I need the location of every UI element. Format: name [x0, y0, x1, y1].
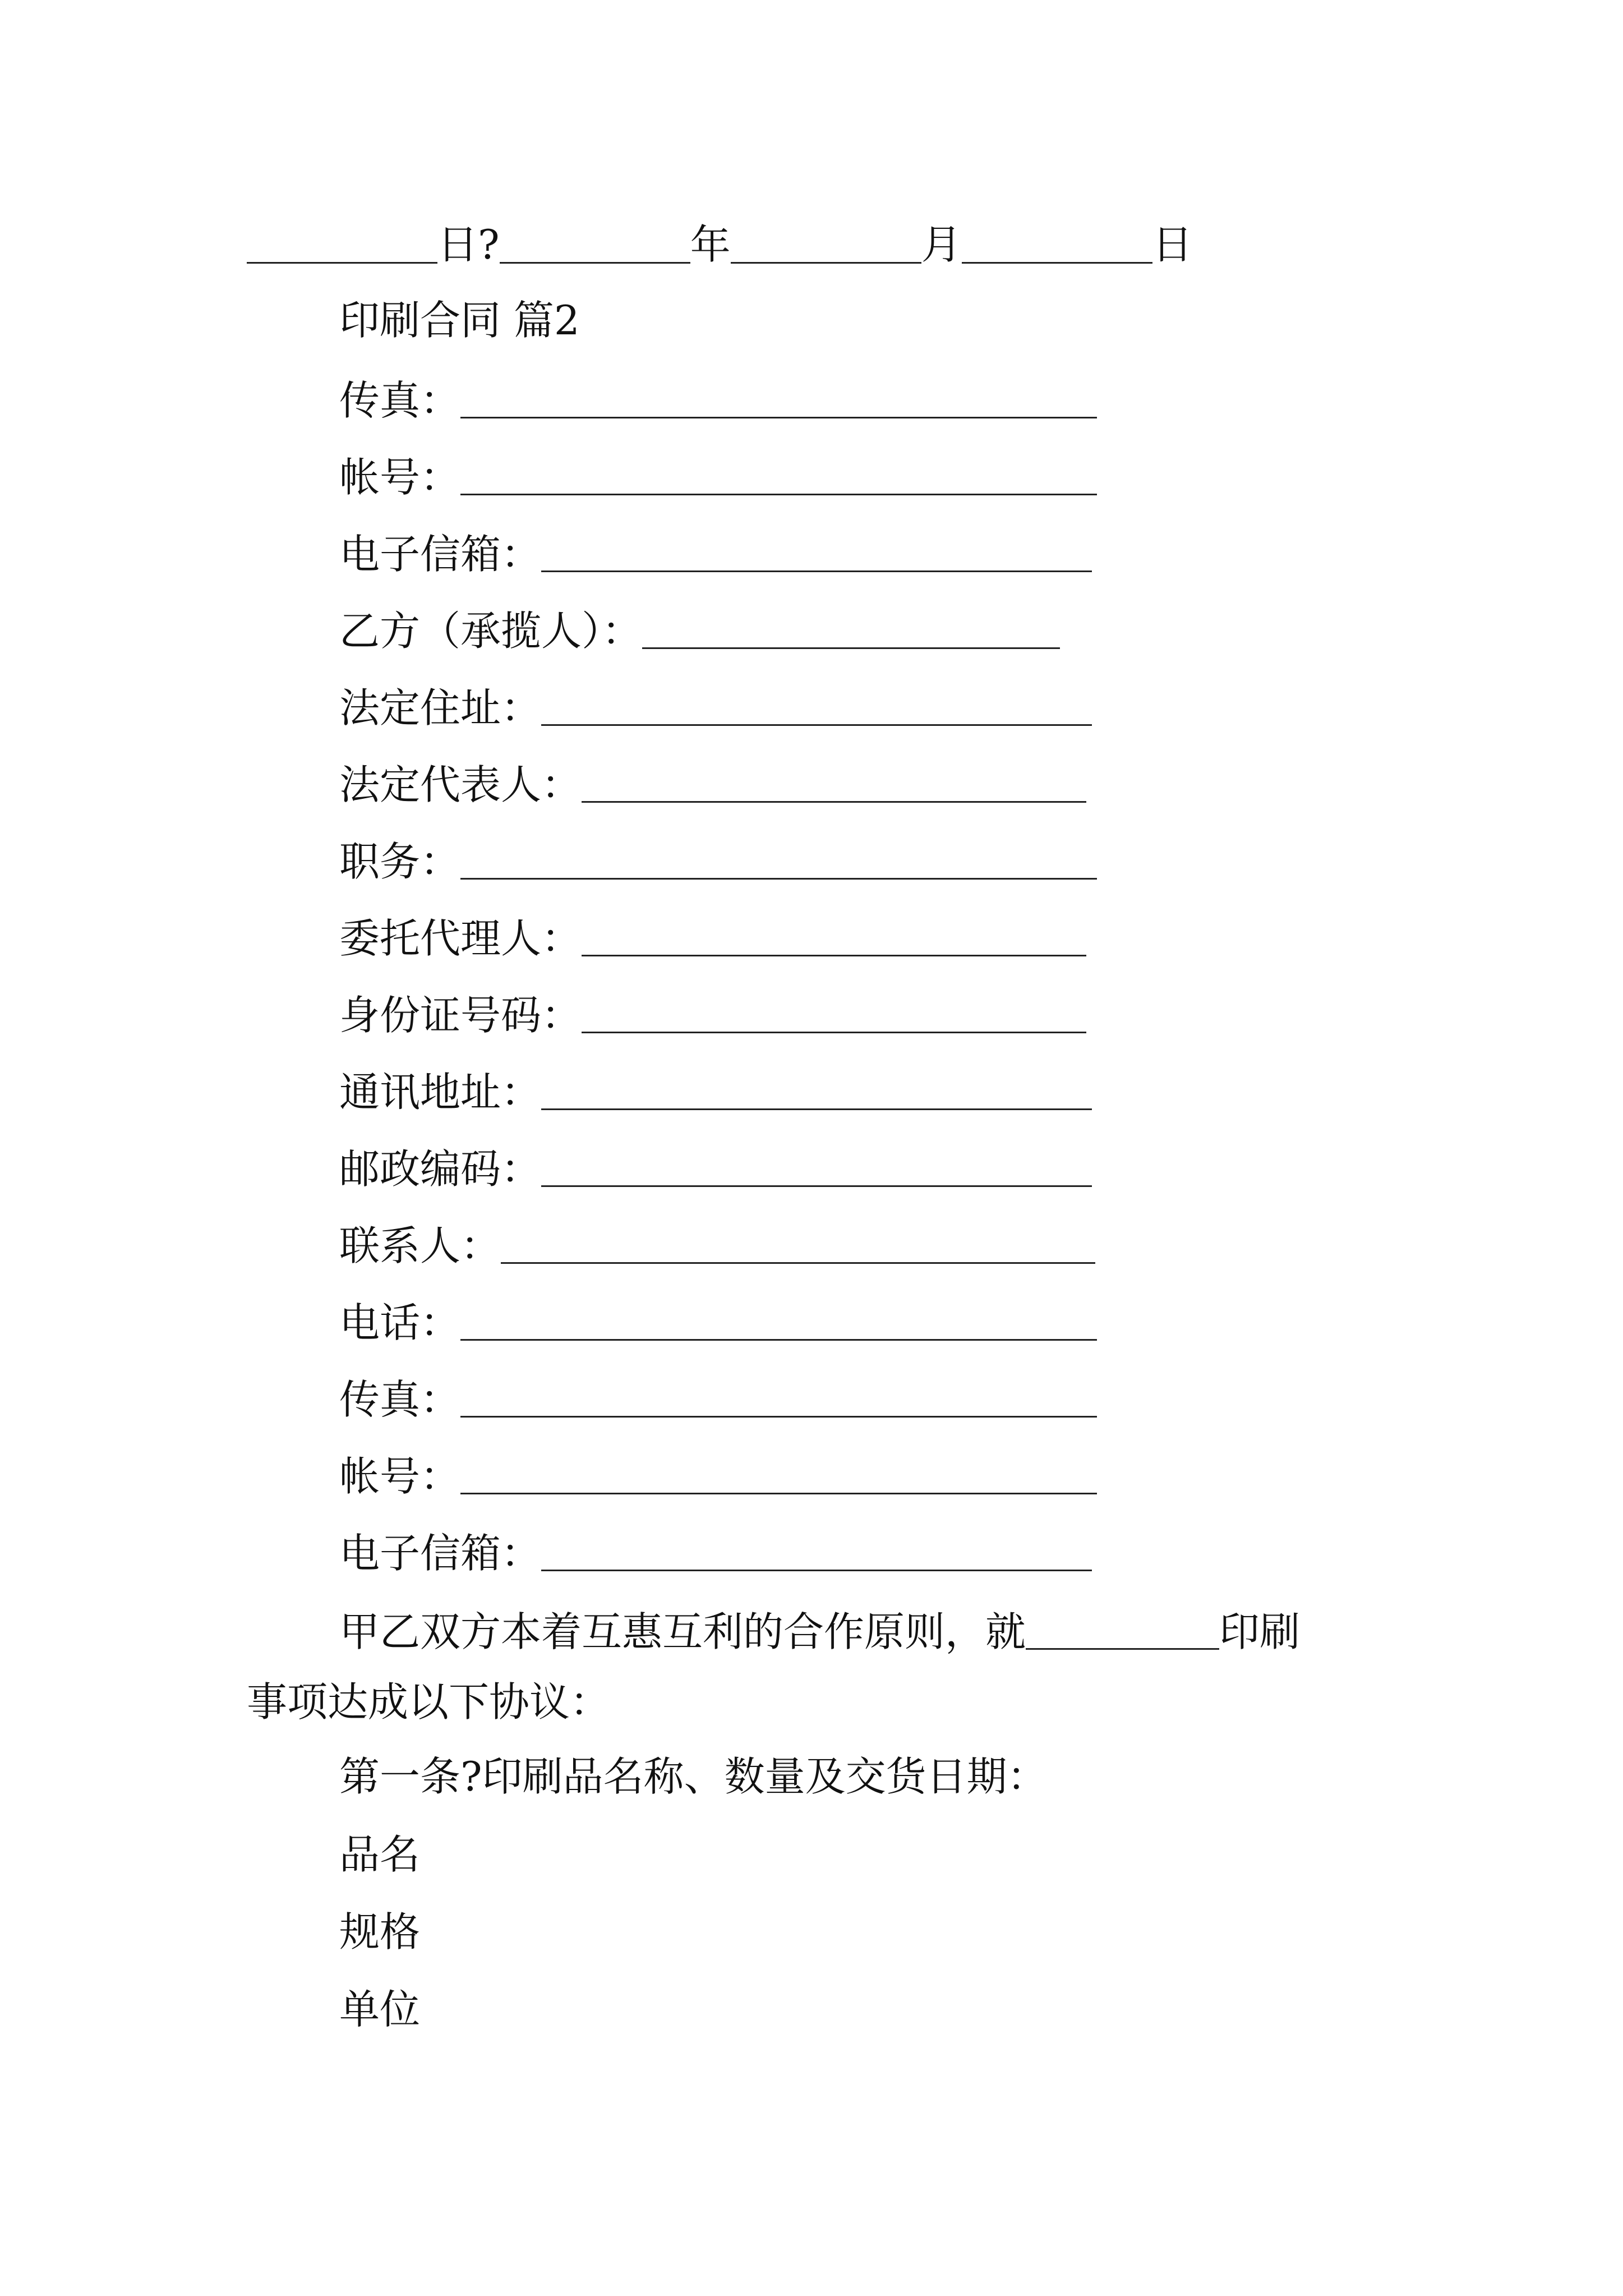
- field-blank[interactable]: [582, 767, 1086, 803]
- field-row-account-a: [339, 453, 1097, 501]
- agreement-blank[interactable]: [1026, 1614, 1219, 1650]
- field-blank[interactable]: [460, 1459, 1097, 1494]
- date-day-label: 日?: [437, 221, 500, 268]
- field-label: 传真：: [339, 377, 461, 424]
- field-label: 法定代表人：: [339, 761, 582, 808]
- party-b-title-row: [339, 606, 1060, 655]
- article-1-item-unit: 单位: [339, 1986, 421, 2033]
- field-blank[interactable]: [460, 1305, 1097, 1341]
- field-row-postcode: [339, 1144, 1092, 1193]
- date-blank-4[interactable]: [962, 228, 1152, 264]
- field-blank[interactable]: [460, 383, 1097, 418]
- field-row-email-b: [339, 1529, 1092, 1577]
- date-blank-1[interactable]: [247, 228, 437, 264]
- field-row-position: [339, 837, 1097, 885]
- field-label: 身份证号码：: [339, 992, 582, 1039]
- field-label: 联系人：: [339, 1222, 501, 1269]
- field-label: 电子信箱：: [339, 531, 542, 578]
- party-b-name-blank[interactable]: [642, 614, 1060, 649]
- field-blank[interactable]: [582, 998, 1086, 1033]
- field-row-account-b: [339, 1452, 1097, 1500]
- field-blank[interactable]: [460, 1382, 1097, 1418]
- agreement-text-1: 甲乙双方本着互惠互利的合作原则，就: [339, 1608, 1026, 1655]
- date-blank-3[interactable]: [731, 228, 921, 264]
- field-label: 邮政编码：: [339, 1145, 542, 1193]
- date-day-label-2: 日: [1152, 221, 1193, 268]
- field-row-phone: [339, 1298, 1097, 1346]
- agreement-line-2: 事项达成以下协议：: [247, 1678, 611, 1726]
- field-label: 电话：: [339, 1299, 461, 1346]
- field-row-contact: [339, 1221, 1095, 1269]
- field-label: 委托代理人：: [339, 915, 582, 962]
- field-label: 法定住址：: [339, 684, 542, 731]
- field-label: 通讯地址：: [339, 1069, 542, 1116]
- party-b-title: 乙方（承揽人）：: [339, 608, 643, 655]
- field-blank[interactable]: [541, 691, 1092, 726]
- field-blank[interactable]: [541, 1536, 1092, 1571]
- article-1-item-spec: 规格: [339, 1908, 421, 1955]
- date-year-label: 年: [690, 221, 731, 268]
- field-row-legal-address: [339, 683, 1092, 731]
- field-label: 帐号：: [339, 1453, 461, 1500]
- field-row-legal-rep: [339, 760, 1086, 808]
- agreement-line-1: [339, 1607, 1301, 1655]
- field-blank[interactable]: [460, 844, 1097, 880]
- field-row-agent: [339, 914, 1086, 962]
- article-1-title: 第一条?印刷品名称、数量及交货日期：: [339, 1753, 1048, 1800]
- field-blank[interactable]: [541, 537, 1092, 572]
- field-label: 帐号：: [339, 454, 461, 501]
- field-row-mail-address: [339, 1068, 1092, 1116]
- field-blank[interactable]: [501, 1228, 1095, 1264]
- field-row-email-a: [339, 530, 1092, 578]
- section-heading: 印刷合同 篇2: [339, 297, 580, 344]
- field-blank[interactable]: [460, 460, 1097, 495]
- date-blank-2[interactable]: [500, 228, 690, 264]
- field-row-fax-b: [339, 1375, 1097, 1423]
- field-row-fax-a: [339, 376, 1097, 424]
- article-1-item-name: 品名: [339, 1831, 421, 1878]
- agreement-text-2: 印刷: [1219, 1608, 1301, 1655]
- field-row-id-number: [339, 991, 1086, 1039]
- date-line: [247, 220, 1193, 268]
- field-label: 传真：: [339, 1376, 461, 1423]
- field-label: 电子信箱：: [339, 1530, 542, 1577]
- field-blank[interactable]: [541, 1075, 1092, 1110]
- date-month-label: 月: [921, 221, 962, 268]
- field-label: 职务：: [339, 838, 461, 885]
- field-blank[interactable]: [541, 1152, 1092, 1187]
- field-blank[interactable]: [582, 921, 1086, 956]
